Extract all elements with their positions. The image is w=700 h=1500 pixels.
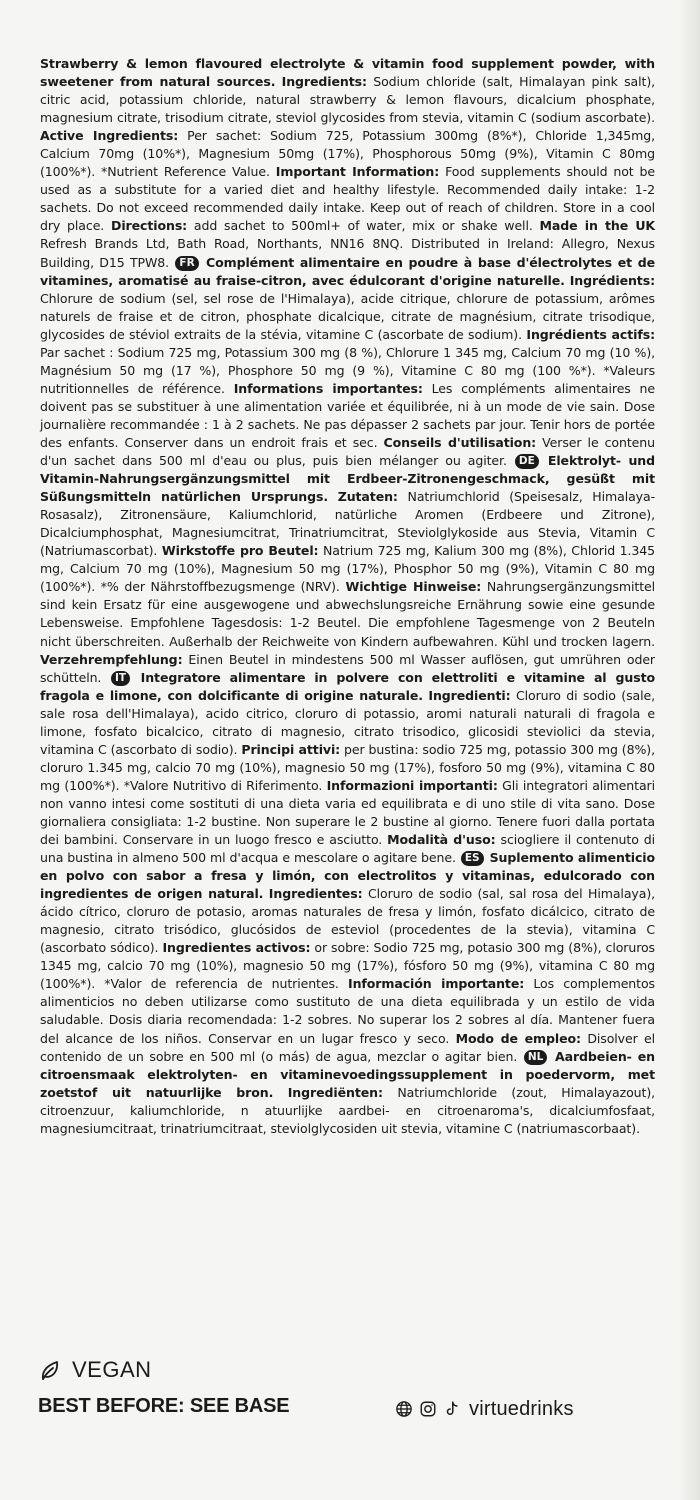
globe-icon bbox=[395, 1400, 413, 1418]
it-ingredients: Cloruro di sodio (sale, sale rosa dell'Himalaya), acido citrico, cloruro di potassio, aromi naturali naturali di fragola e limone, fosfato bicalcico, citrato di magnesio, citrato trisodico, glicosidi steviolici da stevia, vitamina C (ascorbato di sodio). bbox=[40, 687, 655, 757]
fr-language-badge: FR bbox=[175, 256, 198, 271]
best-before-text: BEST BEFORE: SEE BASE bbox=[38, 1395, 290, 1417]
it-usage-heading: Modalità d'uso: bbox=[387, 832, 496, 848]
en-directions: add sachet to 500ml+ of water, mix or shake well. bbox=[193, 218, 533, 234]
it-usage: sciogliere il contenuto di una bustina in almeno 500 ml d'acqua e mescolare o agitare bene. bbox=[40, 832, 655, 866]
es-title: Suplemento alimenticio en polvo con sabor a fresa y limón, con electrolitos y vitaminas, edulcorado con ingredientes de origen natural. bbox=[40, 850, 655, 902]
it-active-heading: Principi attivi: bbox=[241, 741, 341, 757]
social-handle: virtuedrinks bbox=[469, 1397, 574, 1420]
es-ingredients-heading: Ingredientes: bbox=[268, 886, 363, 902]
en-important-heading: Important Information: bbox=[275, 164, 440, 180]
fr-important-heading: Informations importantes: bbox=[233, 380, 423, 396]
es-usage: Disolver el contenido de un sobre en 500 ml (o más) de agua, mezclar o agitar bien. bbox=[40, 1030, 656, 1064]
de-ingredients: Natriumchlorid (Speisesalz, Himalaya-Rosasalz), Zitronensäure, Kaliumchlorid, natürliche Aromen (Erdbeere und Zitrone), Dicalciumphosphat, Magnesiumcitrat, Trinatriumcitrat, Steviolglykoside aus Stevia, Vitamin C (Natriumascorbat). bbox=[40, 489, 656, 559]
en-ingredients: Sodium chloride (salt, Himalayan pink salt), citric acid, potassium chloride, natural strawberry & lemon flavours, dicalcium phosphate, magnesium citrate, trisodium citrate, steviol glycosides from stevia, vitamin C (sodium ascorbate). bbox=[40, 74, 656, 126]
panel-edge bbox=[682, 0, 700, 1500]
vegan-badge bbox=[38, 1355, 152, 1385]
en-ingredients-heading: Ingredients: bbox=[281, 74, 367, 90]
de-usage-heading: Verzehrempfehlung: bbox=[40, 651, 183, 667]
vegan-label: VEGAN bbox=[72, 1357, 152, 1382]
fr-usage: Verser le contenu d'un sachet dans 500 ml d'eau ou plus, puis bien mélanger ou agiter. bbox=[40, 434, 656, 469]
de-important-heading: Wichtige Hinweise: bbox=[345, 579, 482, 595]
nl-ingredients-heading: Ingrediënten: bbox=[287, 1084, 383, 1100]
leaf-icon bbox=[38, 1358, 62, 1382]
label-copy bbox=[40, 55, 655, 1138]
fr-important: Les compléments alimentaires ne doivent pas se substituer à une alimentation variée et équilibrée, ni à un mode de vie sain. Dose journalière recommandée : 1 à 2 sachets. Ne pas dépasser 2 sachets par jour. Tenir hors de portée des enfants. Conserver dans un endroit frais et sec. bbox=[40, 380, 656, 450]
en-active-heading: Active Ingredients: bbox=[40, 128, 179, 144]
en-made: Refresh Brands Ltd, Bath Road, Northants, NN16 8NQ. Distributed in Ireland: Allegro, Nexus Building, D15 TPW8. bbox=[40, 236, 655, 270]
fr-active-heading: Ingrédients actifs: bbox=[526, 326, 655, 342]
de-ingredients-heading: Zutaten: bbox=[337, 489, 398, 505]
fr-active: Par sachet : Sodium 725 mg, Potassium 300 mg (8 %), Chlorure 1 345 mg, Calcium 70 mg (10 %), Magnésium 50 mg (17 %), Phosphore 50 mg (9 %), Vitamine C 80 mg (100 %*). *Valeurs nutritionnelles de référence. bbox=[40, 344, 655, 396]
de-title: Elektrolyt- und Vitamin-Nahrungsergänzungsmittel mit Erdbeer-Zitronengeschmack, gesüßt mit Süßungsmitteln natürlichen Ursprungs. bbox=[40, 453, 656, 505]
es-ingredients: Cloruro de sodio (sal, sal rosa del Himalaya), ácido cítrico, cloruro de potasio, aromas naturales de fresa y limón, fosfato dicálcico, citrato de magnesio, citrato trisódico, glucósidos de esteviol (procedentes de la stevia), vitamina C (ascorbato sódico). bbox=[40, 886, 656, 956]
en-directions-heading: Directions: bbox=[111, 218, 188, 234]
nl-title: Aardbeien- en citroensmaak elektrolyten- en vitaminevoedingssupplement in poedervorm, met zoetstof uit natuurlijke bron. bbox=[40, 1048, 655, 1100]
en-active: Per sachet: Sodium 725, Potassium 300mg (8%*), Chloride 1,345mg, Calcium 70mg (10%*), Magnesium 50mg (17%), Phosphorous 50mg (9%), Vitamin C 80mg (100%*). *Nutrient Reference Value. bbox=[40, 128, 656, 180]
de-active-heading: Wirkstoffe pro Beutel: bbox=[161, 543, 319, 559]
es-important-heading: Información importante: bbox=[348, 976, 525, 992]
tiktok-icon bbox=[443, 1400, 461, 1418]
fr-title: Complément alimentaire en poudre à base d'électrolytes et de vitamines, aromatisé au fraise-citron, avec édulcorant d'origine naturelle. bbox=[40, 254, 656, 288]
de-usage: Einen Beutel in mindestens 500 ml Wasser auflösen, gut umrühren oder schütteln. bbox=[40, 651, 655, 685]
it-title: Integratore alimentare in polvere con elettroliti e vitamine al gusto fragola e limone, con dolcificante di origine naturale. bbox=[40, 669, 656, 703]
en-important: Food supplements should not be used as a substitute for a varied diet and healthy lifestyle. Recommended daily intake: 1-2 sachets. Do not exceed recommended daily intake. Keep out of reach of children. Store in a cool dry place. bbox=[40, 164, 656, 234]
instagram-icon bbox=[419, 1400, 437, 1418]
it-important-heading: Informazioni importanti: bbox=[326, 777, 498, 793]
social-row bbox=[395, 1396, 574, 1422]
fr-usage-heading: Conseils d'utilisation: bbox=[383, 434, 537, 450]
es-active: or sobre: Sodio 725 mg, potasio 300 mg (8%), cloruros 1345 mg, calcio 70 mg (10%), magnesio 50 mg (17%), fósforo 50 mg (9%), vitamina C 80 mg (100%*). *Valor de referencia de nutrientes. bbox=[40, 940, 655, 992]
it-active: per bustina: sodio 725 mg, potassio 300 mg (8%), cloruro 1.345 mg, calcio 70 mg (10%), magnesio 50 mg (17%), fosforo 50 mg (9%), vitamina C 80 mg (100%*). *Valore Nutritivo di Riferimento. bbox=[40, 741, 655, 793]
nl-ingredients: Natriumchloride (zout, Himalayazout), citroenzuur, kaliumchloride, n atuurlijke aardbei- en citroenaroma's, dicalciumfosfaat, magnesiumcitraat, trinatriumcitraat, steviolglycosiden uit stevia, vitamine C (natriumascorbaat). bbox=[40, 1084, 656, 1136]
en-made-heading: Made in the UK bbox=[539, 218, 656, 234]
es-language-badge: ES bbox=[461, 851, 484, 866]
de-language-badge: DE bbox=[515, 454, 539, 469]
fr-ingredients-heading: Ingrédients: bbox=[569, 272, 655, 288]
fr-ingredients: Chlorure de sodium (sel, sel rose de l'Himalaya), acide citrique, chlorure de potassium, arômes naturels de fraise et de citron, phosphate dicalcique, citrate de magnésium, citrate trisodique, glycosides de stéviol extraits de la stévia, vitamine C (ascorbate de sodium). bbox=[40, 290, 655, 342]
it-ingredients-heading: Ingredienti: bbox=[428, 687, 511, 703]
es-usage-heading: Modo de empleo: bbox=[455, 1030, 581, 1046]
de-active: Natrium 725 mg, Kalium 300 mg (8%), Chlorid 1.345 mg, Calcium 70 mg (10%), Magnesium 50 mg (17%), Phosphor 50 mg (9%), Vitamin C 80 mg (100%*). *% der Nährstoffbezugsmenge (NRV). bbox=[40, 543, 656, 595]
it-important: Gli integratori alimentari non vanno intesi come sostituti di una dieta varia ed equilibrata e di uno stile di vita sano. Dose giornaliera consigliata: 1-2 bustine. Non superare le 2 bustine al giorno. Tenere fuori dalla portata dei bambini. Conservare in un luogo fresco e asciutto. bbox=[40, 777, 655, 848]
it-language-badge: IT bbox=[111, 671, 130, 686]
de-important: Nahrungsergänzungsmittel sind kein Ersatz für eine ausgewogene und abwechslungsreiche Ernährung sowie eine gesunde Lebensweise. Empfohlene Tagesdosis: 1-2 Beutel. Die empfohlene Tagesmenge von 2 Beuteln nicht überschreiten. Außerhalb der Reichweite von Kindern aufbewahren. Kühl und trocken lagern. bbox=[40, 579, 656, 649]
en-title: Strawberry & lemon flavoured electrolyte & vitamin food supplement powder, with sweetener from natural sources. bbox=[40, 56, 655, 90]
es-active-heading: Ingredientes activos: bbox=[162, 940, 311, 956]
es-important: Los complementos alimenticios no deben utilizarse como sustituto de una dieta equilibrada y un estilo de vida saludable. Dosis diaria recomendada: 1-2 sobres. No superar los 2 sobres al día. Mantener fuera del alcance de los niños. Conservar en un lugar fresco y seco. bbox=[40, 976, 655, 1046]
nl-language-badge: NL bbox=[524, 1050, 547, 1065]
